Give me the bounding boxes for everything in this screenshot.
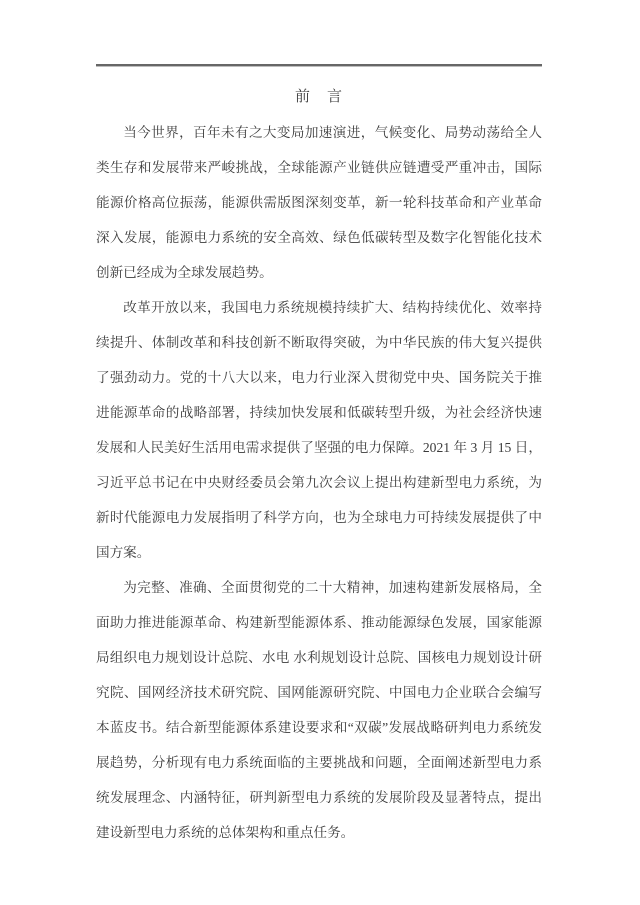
paragraph-2: 改革开放以来，我国电力系统规模持续扩大、结构持续优化、效率持续提升、体制改革和科技创新不断取得突破，为中华民族的伟大复兴提供了强劲动力。党的十八大以来，电力行业深入贯彻党中央、国务院关于推进能源革命的战略部署，持续加快发展和低碳转型升级，为社会经济快速发展和人民美好生活用电需求提供了坚强的电力保障。2021 年 3 月 15 日，习近平总书记在中央财经委员会第九次会议上提出构建新型电力系统，为新时代能源电力发展指明了科学方向，也为全球电力可持续发展提供了中国方案。	[96, 300, 542, 560]
paragraph-3: 为完整、准确、全面贯彻党的二十大精神，加速构建新发展格局，全面助力推进能源革命、构建新型能源体系、推动能源绿色发展，国家能源局组织电力规划设计总院、水电 水利规划设计总院、国核电力规划设计研究院、国网经济技术研究院、国网能源研究院、中国电力企业联合会编写本蓝皮书。结合新型能源体系建设要求和“双碳”发展战略研判电力系统发展趋势，分析现有电力系统面临的主要挑战和问题，全面阐述新型电力系统发展理念、内涵特征，研判新型电力系统的发展阶段及显著特点，提出建设新型电力系统的总体架构和重点任务。	[96, 580, 542, 840]
paragraph-1: 当今世界，百年未有之大变局加速演进，气候变化、局势动荡给全人类生存和发展带来严峻挑战，全球能源产业链供应链遭受严重冲击，国际能源价格高位振荡，能源供需版图深刻变革，新一轮科技革命和产业革命深入发展，能源电力系统的安全高效、绿色低碳转型及数字化智能化技术创新已经成为全球发展趋势。	[96, 125, 542, 280]
page-title: 前 言	[294, 89, 343, 105]
preface-body	[96, 115, 542, 850]
header-rule-divider	[96, 64, 542, 67]
